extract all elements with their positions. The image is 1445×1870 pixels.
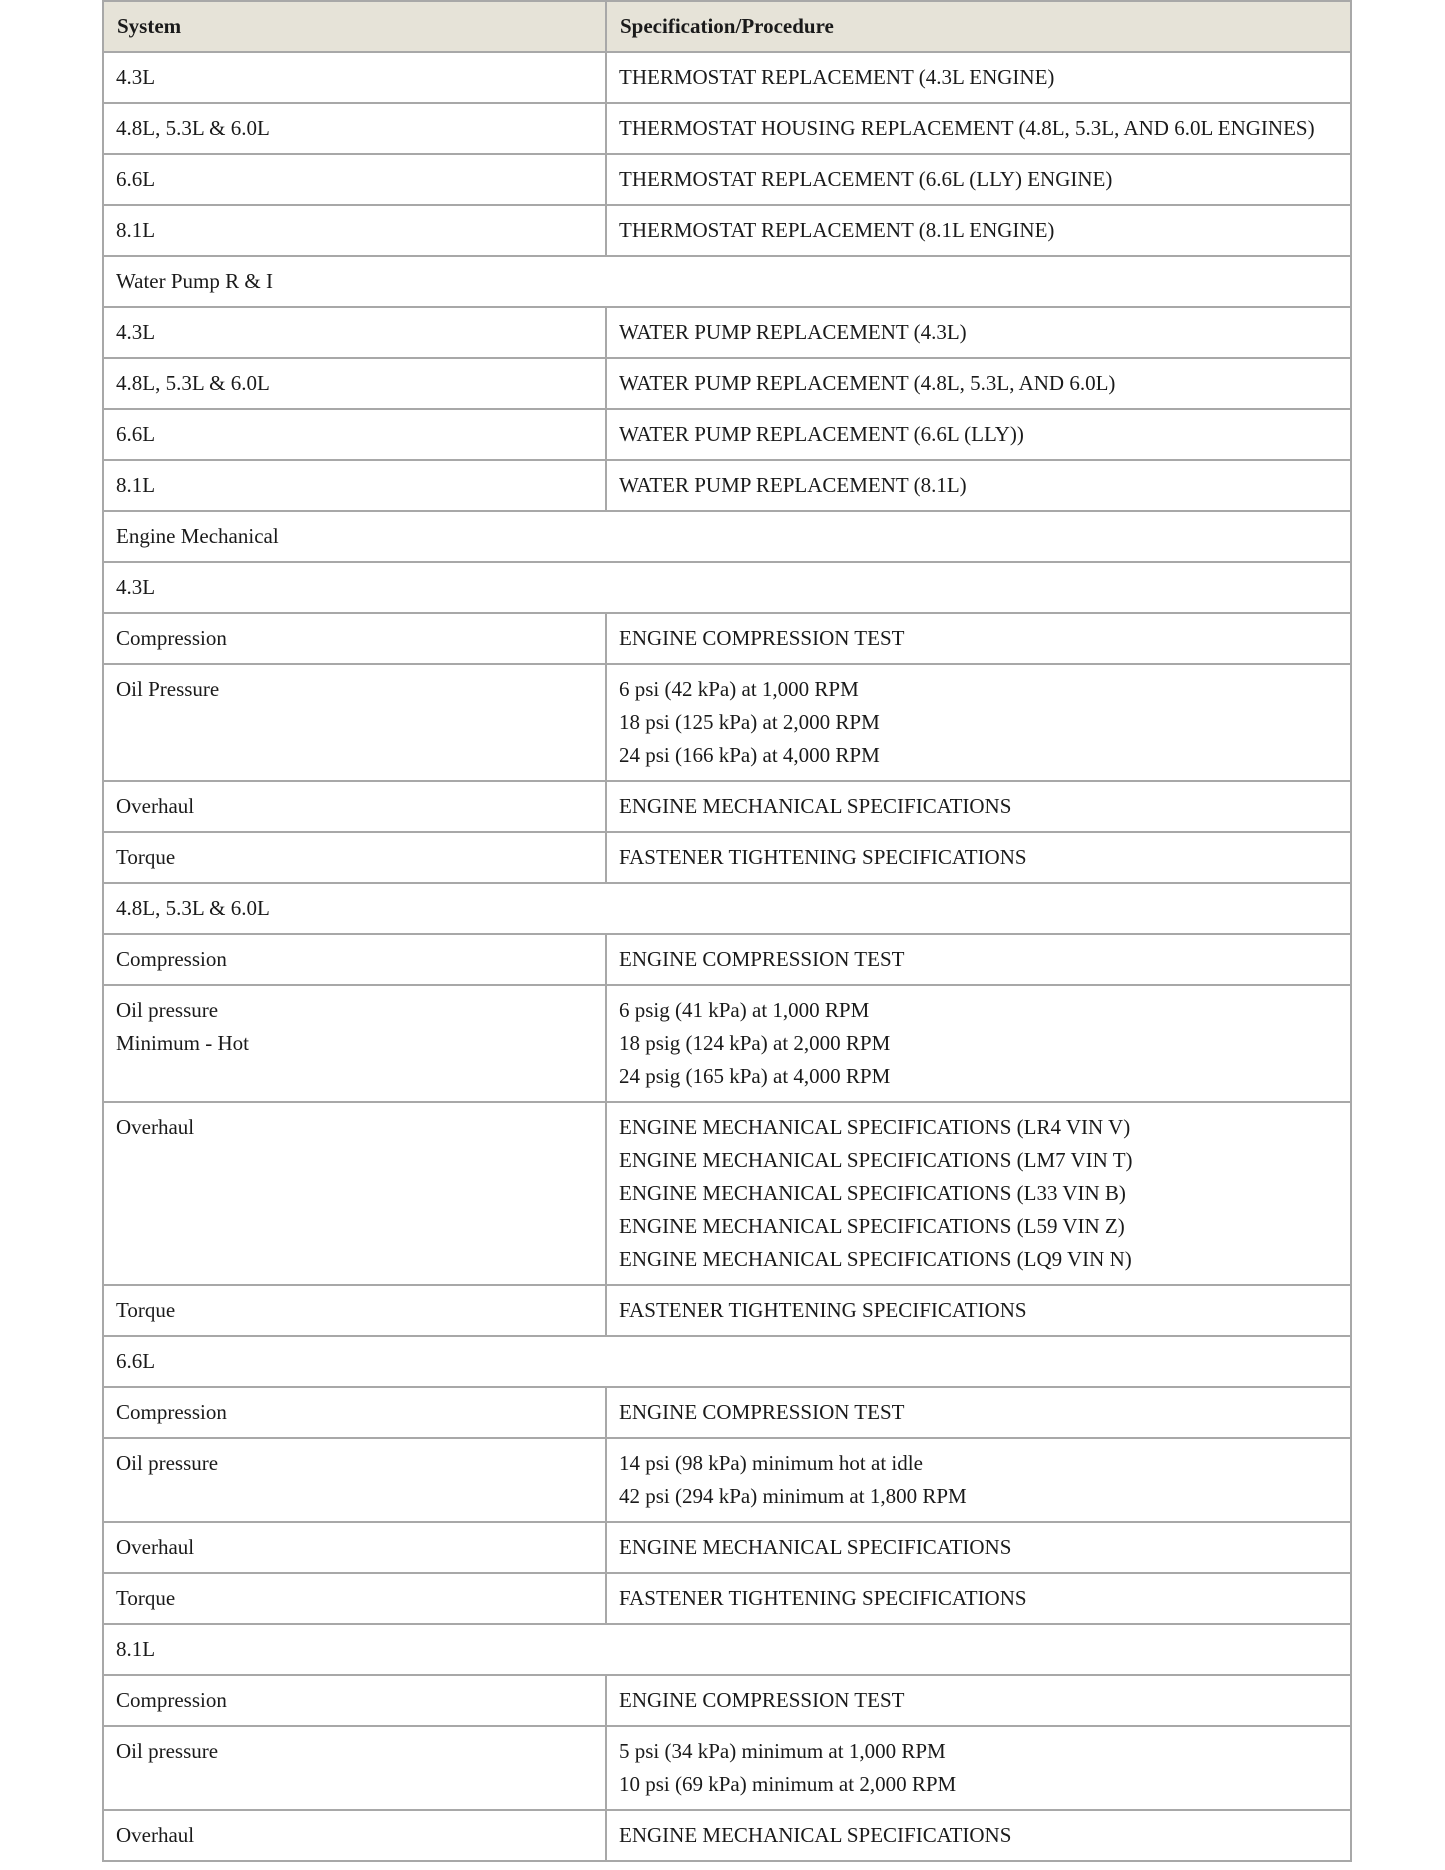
spec-text: 6 psi (42 kPa) at 1,000 RPM	[619, 677, 859, 701]
system-text: Overhaul	[116, 1115, 195, 1139]
specification-table	[102, 0, 1352, 1862]
spec-text: THERMOSTAT REPLACEMENT (4.3L ENGINE)	[619, 65, 1055, 89]
spec-text: WATER PUMP REPLACEMENT (6.6L (LLY))	[619, 422, 1024, 446]
spec-text: 18 psig (124 kPa) at 2,000 RPM	[619, 1031, 891, 1055]
spec-cell	[606, 664, 1351, 781]
spec-text: 5 psi (34 kPa) minimum at 1,000 RPM	[619, 1739, 946, 1763]
section-heading-text: 4.3L	[116, 575, 156, 599]
spec-cell	[606, 1285, 1351, 1336]
spec-text: 24 psig (165 kPa) at 4,000 RPM	[619, 1064, 891, 1088]
spec-cell	[606, 409, 1351, 460]
section-heading-text: 4.8L, 5.3L & 6.0L	[116, 896, 270, 920]
spec-cell	[606, 781, 1351, 832]
spec-text: ENGINE COMPRESSION TEST	[619, 1688, 905, 1712]
system-cell	[103, 1522, 606, 1573]
spec-text: ENGINE MECHANICAL SPECIFICATIONS	[619, 794, 1012, 818]
system-cell	[103, 1438, 606, 1522]
section-heading-cell	[103, 256, 1351, 307]
system-text: 4.8L, 5.3L & 6.0L	[116, 116, 270, 140]
table-row	[103, 358, 1351, 409]
section-heading-text: 6.6L	[116, 1349, 156, 1373]
spec-text: 6 psig (41 kPa) at 1,000 RPM	[619, 998, 870, 1022]
system-cell	[103, 1810, 606, 1861]
system-text: Compression	[116, 1688, 227, 1712]
system-cell	[103, 460, 606, 511]
system-cell	[103, 1675, 606, 1726]
section-heading-cell	[103, 1336, 1351, 1387]
system-text: 6.6L	[116, 422, 156, 446]
spec-cell	[606, 1573, 1351, 1624]
spec-text: ENGINE MECHANICAL SPECIFICATIONS (L59 VIN Z)	[619, 1214, 1125, 1238]
section-heading-row	[103, 562, 1351, 613]
system-text: Compression	[116, 947, 227, 971]
system-cell	[103, 1285, 606, 1336]
system-text: Compression	[116, 1400, 227, 1424]
system-text: Overhaul	[116, 794, 195, 818]
system-cell	[103, 664, 606, 781]
spec-text: FASTENER TIGHTENING SPECIFICATIONS	[619, 1298, 1027, 1322]
spec-text: THERMOSTAT HOUSING REPLACEMENT (4.8L, 5.3L, AND 6.0L ENGINES)	[619, 116, 1315, 140]
table-row	[103, 1810, 1351, 1861]
table-row	[103, 934, 1351, 985]
section-heading-text: Water Pump R & I	[116, 269, 273, 293]
system-text: 4.8L, 5.3L & 6.0L	[116, 371, 270, 395]
section-heading-cell	[103, 562, 1351, 613]
spec-cell	[606, 934, 1351, 985]
system-cell	[103, 1387, 606, 1438]
table-row	[103, 1102, 1351, 1285]
system-cell	[103, 1102, 606, 1285]
spec-text: ENGINE COMPRESSION TEST	[619, 1400, 905, 1424]
system-text: Torque	[116, 845, 176, 869]
spec-cell	[606, 985, 1351, 1102]
system-cell	[103, 613, 606, 664]
spec-text: 24 psi (166 kPa) at 4,000 RPM	[619, 743, 880, 767]
spec-cell	[606, 832, 1351, 883]
system-cell	[103, 103, 606, 154]
spec-cell	[606, 1810, 1351, 1861]
table-row	[103, 664, 1351, 781]
table-row	[103, 307, 1351, 358]
spec-cell	[606, 307, 1351, 358]
table-row	[103, 985, 1351, 1102]
section-heading-cell	[103, 1624, 1351, 1675]
spec-cell	[606, 154, 1351, 205]
spec-text: FASTENER TIGHTENING SPECIFICATIONS	[619, 845, 1027, 869]
spec-cell	[606, 1726, 1351, 1810]
table-row	[103, 154, 1351, 205]
system-text: 4.3L	[116, 65, 156, 89]
spec-cell	[606, 460, 1351, 511]
system-text: Torque	[116, 1298, 176, 1322]
system-text: Oil pressure	[116, 1451, 219, 1475]
spec-text: ENGINE MECHANICAL SPECIFICATIONS (LM7 VIN T)	[619, 1148, 1133, 1172]
system-cell	[103, 1573, 606, 1624]
table-body	[103, 52, 1351, 1861]
spec-cell	[606, 1522, 1351, 1573]
table-row	[103, 52, 1351, 103]
spec-cell	[606, 52, 1351, 103]
section-heading-row	[103, 1336, 1351, 1387]
system-text: Compression	[116, 626, 227, 650]
system-cell	[103, 205, 606, 256]
table-row	[103, 205, 1351, 256]
section-heading-text: 8.1L	[116, 1637, 156, 1661]
system-cell	[103, 358, 606, 409]
table-header-row	[103, 1, 1351, 52]
section-heading-text: Engine Mechanical	[116, 524, 279, 548]
system-text: 6.6L	[116, 167, 156, 191]
spec-text: WATER PUMP REPLACEMENT (4.3L)	[619, 320, 967, 344]
spec-text: WATER PUMP REPLACEMENT (4.8L, 5.3L, AND 6.0L)	[619, 371, 1116, 395]
system-column-header: System	[103, 1, 606, 52]
spec-cell	[606, 205, 1351, 256]
system-text: 8.1L	[116, 218, 156, 242]
spec-cell	[606, 1387, 1351, 1438]
spec-text: ENGINE MECHANICAL SPECIFICATIONS (L33 VIN B)	[619, 1181, 1126, 1205]
spec-column-header: Specification/Procedure	[606, 1, 1351, 52]
system-cell	[103, 985, 606, 1102]
table-row	[103, 1522, 1351, 1573]
table-row	[103, 1726, 1351, 1810]
spec-text: FASTENER TIGHTENING SPECIFICATIONS	[619, 1586, 1027, 1610]
system-text: 4.3L	[116, 320, 156, 344]
spec-text: ENGINE MECHANICAL SPECIFICATIONS	[619, 1535, 1012, 1559]
table-row	[103, 103, 1351, 154]
section-heading-cell	[103, 511, 1351, 562]
spec-text: ENGINE MECHANICAL SPECIFICATIONS (LQ9 VIN N)	[619, 1247, 1132, 1271]
spec-text: 18 psi (125 kPa) at 2,000 RPM	[619, 710, 880, 734]
table-row	[103, 1573, 1351, 1624]
system-text: Oil pressure	[116, 1739, 219, 1763]
table-row	[103, 1438, 1351, 1522]
spec-cell	[606, 103, 1351, 154]
system-text: Torque	[116, 1586, 176, 1610]
system-text: Oil pressure	[116, 998, 219, 1022]
system-cell	[103, 52, 606, 103]
section-heading-row	[103, 511, 1351, 562]
spec-text: ENGINE MECHANICAL SPECIFICATIONS	[619, 1823, 1012, 1847]
table-row	[103, 1387, 1351, 1438]
system-text: Overhaul	[116, 1535, 195, 1559]
system-cell	[103, 1726, 606, 1810]
system-cell	[103, 307, 606, 358]
table-row	[103, 781, 1351, 832]
table-row	[103, 1675, 1351, 1726]
system-cell	[103, 781, 606, 832]
spec-text: 10 psi (69 kPa) minimum at 2,000 RPM	[619, 1772, 957, 1796]
table-row	[103, 613, 1351, 664]
system-cell	[103, 934, 606, 985]
section-heading-cell	[103, 883, 1351, 934]
spec-cell	[606, 1438, 1351, 1522]
table-row	[103, 460, 1351, 511]
system-cell	[103, 154, 606, 205]
spec-text: ENGINE MECHANICAL SPECIFICATIONS (LR4 VIN V)	[619, 1115, 1131, 1139]
spec-text: ENGINE COMPRESSION TEST	[619, 947, 905, 971]
spec-cell	[606, 1675, 1351, 1726]
spec-cell	[606, 613, 1351, 664]
table-row	[103, 832, 1351, 883]
spec-text: THERMOSTAT REPLACEMENT (6.6L (LLY) ENGINE)	[619, 167, 1113, 191]
spec-cell	[606, 358, 1351, 409]
section-heading-row	[103, 256, 1351, 307]
section-heading-row	[103, 883, 1351, 934]
spec-cell	[606, 1102, 1351, 1285]
system-cell	[103, 409, 606, 460]
spec-text: WATER PUMP REPLACEMENT (8.1L)	[619, 473, 967, 497]
section-heading-row	[103, 1624, 1351, 1675]
spec-text: THERMOSTAT REPLACEMENT (8.1L ENGINE)	[619, 218, 1055, 242]
table-row	[103, 1285, 1351, 1336]
system-text: Overhaul	[116, 1823, 195, 1847]
spec-text: 14 psi (98 kPa) minimum hot at idle	[619, 1451, 923, 1475]
spec-text: ENGINE COMPRESSION TEST	[619, 626, 905, 650]
system-text: Oil Pressure	[116, 677, 220, 701]
system-cell	[103, 832, 606, 883]
table-row	[103, 409, 1351, 460]
system-text: Minimum - Hot	[116, 1031, 250, 1055]
spec-text: 42 psi (294 kPa) minimum at 1,800 RPM	[619, 1484, 967, 1508]
system-text: 8.1L	[116, 473, 156, 497]
